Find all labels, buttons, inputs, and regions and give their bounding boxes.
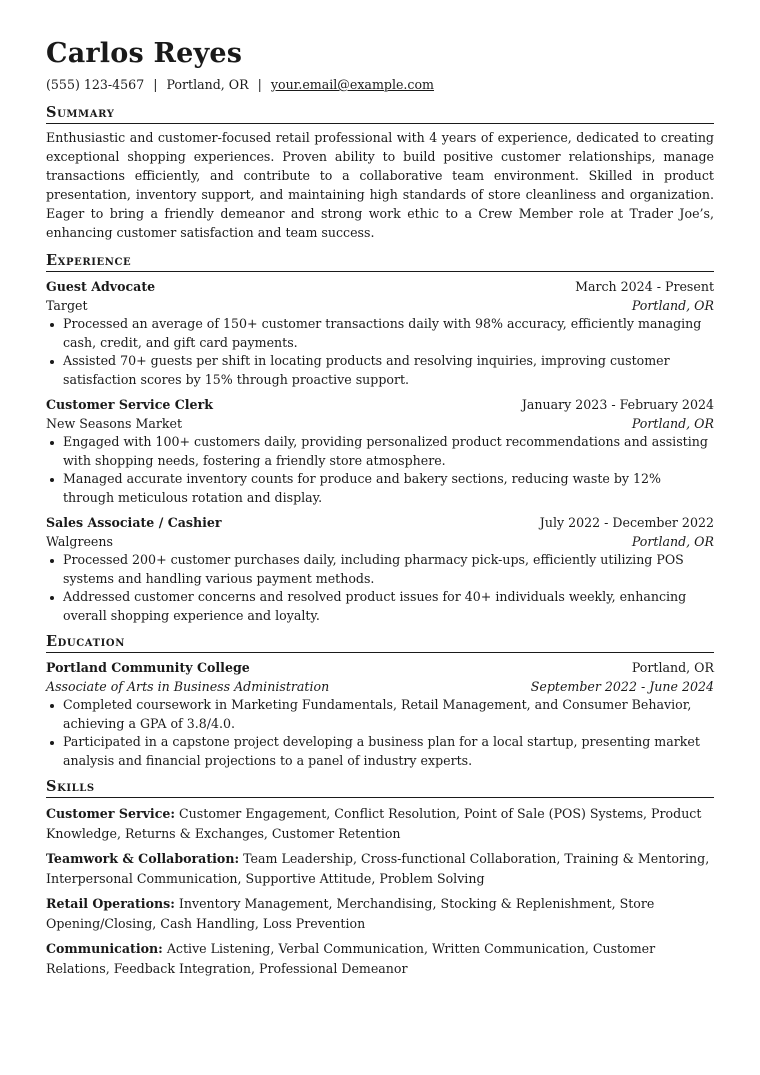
candidate-name: Carlos Reyes	[46, 38, 243, 69]
skill-group	[46, 804, 714, 843]
skill-group	[46, 939, 714, 978]
phone-number: (555) 123-4567	[46, 77, 145, 92]
skills-section	[46, 778, 714, 978]
job-dates: July 2022 - December 2022	[539, 515, 714, 530]
job-location: Portland, OR	[631, 298, 714, 313]
education-bullet: Participated in a capstone project developing a business plan for a local startup, presenting market analysis and financial projections to a panel of industry experts.	[63, 733, 714, 770]
education-section	[46, 633, 714, 770]
skill-items: Active Listening, Verbal Communication, Written Communication, Customer Relations, Feedback Integration, Professional Demeanor	[46, 941, 656, 976]
section-title-skills: Skills	[46, 778, 714, 798]
section-title-summary: Summary	[46, 104, 714, 124]
job-dates: January 2023 - February 2024	[521, 397, 714, 412]
location-text: Portland, OR	[166, 77, 249, 92]
education-dates: September 2022 - June 2024	[530, 679, 714, 694]
skill-label: Communication:	[46, 941, 163, 956]
school-name: Portland Community College	[46, 660, 250, 675]
job-bullet: Addressed customer concerns and resolved product issues for 40+ individuals weekly, enhancing overall shopping experience and loyalty.	[63, 588, 714, 625]
contact-separator: |	[153, 77, 158, 92]
section-title-education: Education	[46, 633, 714, 653]
skill-group	[46, 849, 714, 888]
job-company: Target	[46, 298, 88, 313]
school-location: Portland, OR	[631, 660, 714, 675]
summary-text: Enthusiastic and customer-focused retail professional with 4 years of experience, dedicated to creating exceptional shopping experiences. Proven ability to build positive customer relationships, manage transactions efficiently, and contribute to a collaborative team environment. Skilled in product presentation, inventory support, and maintaining high standards of store cleanliness and organization. Eager to bring a friendly demeanor and strong work ethic to a Crew Member role at Trader Joe’s, enhancing customer satisfaction and team success.	[46, 130, 714, 240]
skill-items: Inventory Management, Merchandising, Stocking & Replenishment, Store Opening/Closing, Cash Handling, Loss Prevention	[46, 896, 655, 931]
job-dates: March 2024 - Present	[575, 279, 714, 294]
skill-label: Retail Operations:	[46, 896, 175, 911]
job-location: Portland, OR	[631, 534, 714, 549]
section-title-experience: Experience	[46, 252, 714, 272]
education-entry	[46, 658, 714, 770]
skill-group	[46, 894, 714, 933]
skill-items: Customer Engagement, Conflict Resolution, Point of Sale (POS) Systems, Product Knowledge, Returns & Exchanges, Customer Retention	[46, 806, 702, 841]
job-role: Sales Associate / Cashier	[46, 515, 222, 530]
skill-items: Team Leadership, Cross-functional Collaboration, Training & Mentoring, Interpersonal Communication, Supportive Attitude, Problem Solving	[46, 851, 710, 886]
job-role: Customer Service Clerk	[46, 397, 213, 412]
job-bullet: Assisted 70+ guests per shift in locating products and resolving inquiries, improving customer satisfaction scores by 15% through proactive support.	[63, 352, 714, 389]
contact-line	[46, 76, 714, 93]
experience-section	[46, 252, 714, 625]
job-bullet: Engaged with 100+ customers daily, providing personalized product recommendations and assisting with shopping needs, fostering a friendly store atmosphere.	[63, 433, 714, 470]
summary-section	[46, 104, 714, 242]
job-location: Portland, OR	[631, 416, 714, 431]
email-link[interactable]: your.email@example.com	[270, 77, 435, 92]
degree-name: Associate of Arts in Business Administration	[46, 679, 330, 694]
skill-label: Customer Service:	[46, 806, 176, 821]
job-entry	[46, 513, 714, 625]
job-company: New Seasons Market	[46, 416, 183, 431]
job-entry	[46, 277, 714, 389]
job-role: Guest Advocate	[46, 279, 156, 294]
job-entry	[46, 395, 714, 507]
job-company: Walgreens	[46, 534, 113, 549]
skill-label: Teamwork & Collaboration:	[46, 851, 240, 866]
contact-separator: |	[257, 77, 262, 92]
education-bullet: Completed coursework in Marketing Fundamentals, Retail Management, and Consumer Behavior, achieving a GPA of 3.8/4.0.	[63, 696, 714, 733]
job-bullet: Processed 200+ customer purchases daily, including pharmacy pick-ups, efficiently utilizing POS systems and handling various payment methods.	[63, 551, 714, 588]
job-bullet: Processed an average of 150+ customer transactions daily with 98% accuracy, efficiently managing cash, credit, and gift card payments.	[63, 315, 714, 352]
job-bullet: Managed accurate inventory counts for produce and bakery sections, reducing waste by 12% through meticulous rotation and display.	[63, 470, 714, 507]
